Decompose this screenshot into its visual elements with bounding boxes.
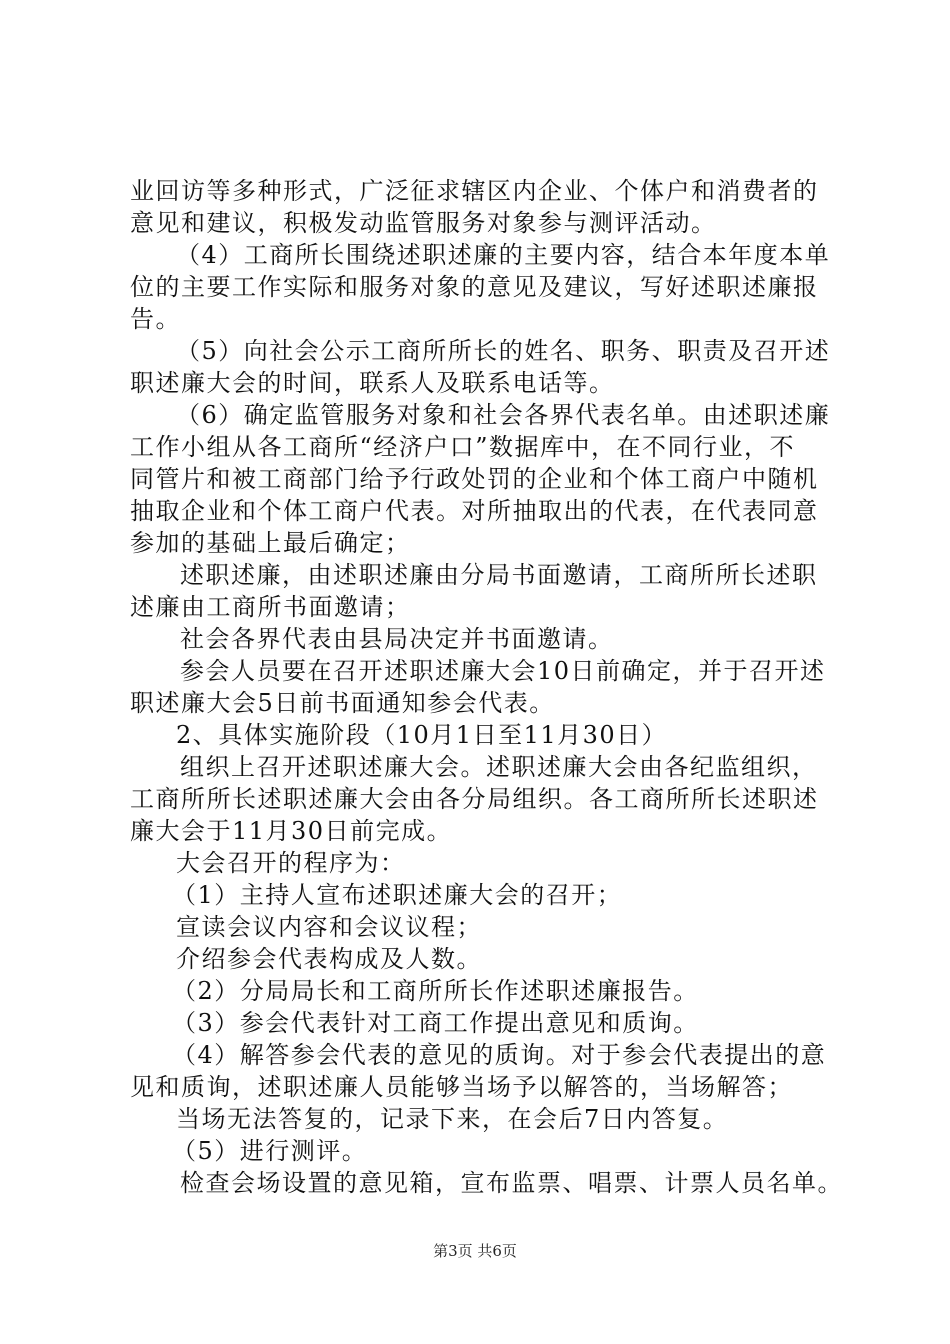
- text-line: （5）进行测评。: [172, 1137, 368, 1165]
- text-line: 工作小组从各工商所“经济户口”数据库中，在不同行业，不: [130, 433, 796, 461]
- text-line: （2）分局局长和工商所所长作述职述廉报告。: [172, 977, 699, 1005]
- text-line: （4）解答参会代表的意见的质询。对于参会代表提出的意: [172, 1041, 827, 1069]
- text-line: 当场无法答复的，记录下来，在会后7日内答复。: [176, 1105, 729, 1133]
- text-line: 抽取企业和个体工商户代表。对所抽取出的代表，在代表同意: [130, 497, 819, 525]
- text-line: 廉大会于11月30日前完成。: [130, 817, 453, 845]
- text-line: 述廉由工商所书面邀请；: [130, 593, 411, 621]
- text-line: （1）主持人宣布述职述廉大会的召开；: [172, 881, 623, 909]
- text-line: 大会召开的程序为：: [176, 849, 406, 877]
- text-line: 告。: [130, 305, 181, 333]
- text-line: 意见和建议，积极发动监管服务对象参与测评活动。: [130, 209, 717, 237]
- text-line: 职述廉大会的时间，联系人及联系电话等。: [130, 369, 615, 397]
- text-line: 工商所所长述职述廉大会由各分局组织。各工商所所长述职述: [130, 785, 819, 813]
- text-line: 社会各界代表由县局决定并书面邀请。: [180, 625, 614, 653]
- text-line: 述职述廉，由述职述廉由分局书面邀请，工商所所长述职: [180, 561, 818, 589]
- text-line: （4）工商所长围绕述职述廉的主要内容，结合本年度本单: [176, 241, 831, 269]
- text-line: 职述廉大会5日前书面通知参会代表。: [130, 689, 555, 717]
- text-line: 同管片和被工商部门给予行政处罚的企业和个体工商户中随机: [130, 465, 819, 493]
- text-line: 宣读会议内容和会议议程；: [176, 913, 482, 941]
- text-line: 位的主要工作实际和服务对象的意见及建议，写好述职述廉报: [130, 273, 819, 301]
- text-line: 参加的基础上最后确定；: [130, 529, 411, 557]
- text-line: （5）向社会公示工商所所长的姓名、职务、职责及召开述: [176, 337, 831, 365]
- page-number-footer: 第3页 共6页: [433, 1242, 517, 1260]
- text-line: 介绍参会代表构成及人数。: [176, 945, 482, 973]
- text-line: （6）确定监管服务对象和社会各界代表名单。由述职述廉: [176, 401, 831, 429]
- text-line: 检查会场设置的意见箱，宣布监票、唱票、计票人员名单。: [180, 1169, 843, 1197]
- text-line: 见和质询，述职述廉人员能够当场予以解答的，当场解答；: [130, 1073, 793, 1101]
- text-line: 参会人员要在召开述职述廉大会10日前确定，并于召开述: [180, 657, 826, 685]
- text-line: （3）参会代表针对工商工作提出意见和质询。: [172, 1009, 699, 1037]
- text-line: 组织上召开述职述廉大会。述职述廉大会由各纪监组织，: [180, 753, 818, 781]
- text-line: 业回访等多种形式，广泛征求辖区内企业、个体户和消费者的: [130, 177, 819, 205]
- text-line: 2、具体实施阶段（10月1日至11月30日）: [176, 721, 668, 749]
